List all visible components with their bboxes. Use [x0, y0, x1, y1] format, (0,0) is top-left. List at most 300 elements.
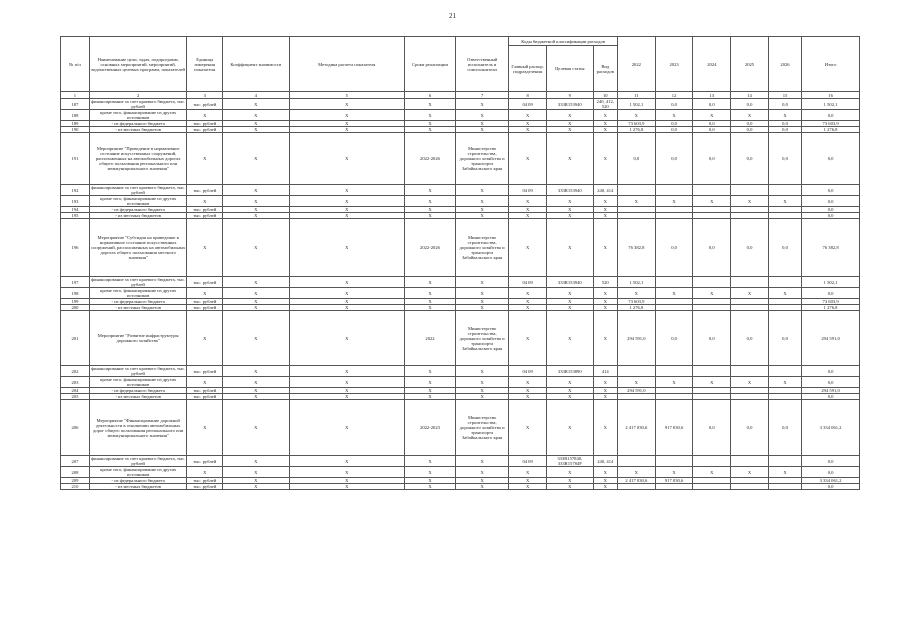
row-name: Мероприятие "Финансирование дорожной деятельности в отношении автомобильных дорог общего пользования регионального или межмуниципального значения": [89, 400, 187, 456]
row-expense-type: X: [593, 388, 617, 394]
row-term: X: [404, 110, 455, 121]
row-name: кроме того, финансирование из других источников: [89, 377, 187, 388]
row-responsible: X: [456, 478, 509, 484]
table-body: [61, 92, 860, 490]
row-number: 199: [61, 299, 90, 305]
header-name: Наименование цели, задач, подпрограмм, основных мероприятий, мероприятий, ведомственных целевых программ, показателей: [89, 37, 187, 92]
row-value-2023: X: [655, 110, 693, 121]
row-number: 196: [61, 219, 90, 277]
row-responsible: Министерство строительства, дорожного хозяйства и транспорта Забайкальского края: [456, 133, 509, 185]
row-term: 2022-2026: [404, 219, 455, 277]
row-term: X: [404, 478, 455, 484]
header-year-2025: 2025: [731, 37, 769, 92]
row-value-2023: 0,0: [655, 127, 693, 133]
table-row: [61, 99, 860, 110]
row-method: X: [289, 305, 404, 311]
column-index: 16: [802, 92, 860, 99]
row-number: 208: [61, 467, 90, 478]
row-responsible: X: [456, 377, 509, 388]
table-row: [61, 288, 860, 299]
row-target-article: X: [546, 288, 593, 299]
row-expense-type: X: [593, 219, 617, 277]
row-value-2022: [617, 456, 655, 467]
header-target-article: Целевая статья: [546, 46, 593, 92]
row-term: X: [404, 456, 455, 467]
row-term: X: [404, 213, 455, 219]
row-value-2025: X: [731, 196, 769, 207]
row-name: финансирование за счет краевого бюджета, тыс. рублей: [91, 366, 186, 376]
row-value-2024: X: [693, 196, 731, 207]
header-year-2026: 2026: [768, 37, 801, 92]
row-value-2024: 0,0: [693, 99, 731, 110]
row-coefficient: X: [222, 288, 289, 299]
page-number: 21: [449, 12, 456, 20]
row-name: - из местных бюджетов: [89, 213, 187, 219]
row-target-article: X: [546, 311, 593, 366]
row-value-2025: [731, 277, 769, 288]
row-number: 191: [61, 133, 90, 185]
row-name: финансирование за счет краевого бюджета, тыс. рублей: [91, 185, 186, 195]
row-value-2024: X: [693, 467, 731, 478]
row-value-2025: X: [731, 288, 769, 299]
header-unit: Единица измерения показателя: [187, 37, 223, 92]
row-term: X: [404, 299, 455, 305]
row-expense-type: X: [593, 305, 617, 311]
row-value-2024: [693, 484, 731, 490]
row-responsible: X: [456, 456, 509, 467]
row-unit: тыс. рублей: [187, 456, 223, 467]
row-value-2023: [655, 484, 693, 490]
row-grbs: X: [509, 484, 547, 490]
row-unit: тыс. рублей: [187, 388, 223, 394]
row-method: X: [289, 456, 404, 467]
row-expense-type: X: [593, 213, 617, 219]
row-method: X: [289, 484, 404, 490]
row-grbs: X: [509, 127, 547, 133]
row-grbs: X: [509, 121, 547, 127]
column-index: 14: [731, 92, 769, 99]
row-responsible: X: [456, 467, 509, 478]
row-responsible: Министерство строительства, дорожного хозяйства и транспорта Забайкальского края: [456, 219, 509, 277]
row-expense-type: X: [593, 467, 617, 478]
row-grbs: X: [509, 213, 547, 219]
row-grbs: X: [509, 207, 547, 213]
row-term: X: [404, 277, 455, 288]
row-grbs: X: [509, 388, 547, 394]
row-target-article: X: [546, 133, 593, 185]
row-value-2024: [693, 185, 731, 196]
row-coefficient: X: [222, 213, 289, 219]
row-grbs: X: [509, 400, 547, 456]
row-target-article: X: [546, 127, 593, 133]
row-responsible: X: [456, 299, 509, 305]
row-responsible: X: [456, 110, 509, 121]
row-coefficient: X: [222, 484, 289, 490]
row-coefficient: X: [222, 196, 289, 207]
row-value-2025: [731, 185, 769, 196]
row-value-2022: X: [617, 196, 655, 207]
row-method: X: [289, 185, 404, 196]
row-value-2023: [655, 185, 693, 196]
row-method: X: [289, 478, 404, 484]
row-grbs: 04 09: [509, 456, 547, 467]
column-index: 12: [655, 92, 693, 99]
row-expense-type: 520: [593, 277, 617, 288]
row-method: X: [289, 388, 404, 394]
row-unit: тыс. рублей: [187, 99, 223, 110]
row-method: X: [289, 288, 404, 299]
row-value-2023: X: [655, 288, 693, 299]
row-responsible: X: [456, 213, 509, 219]
row-target-article: X: [546, 478, 593, 484]
row-name: кроме того, финансирование из других источников: [89, 110, 187, 121]
table-row: [61, 456, 860, 467]
row-total: 0,0: [802, 377, 860, 388]
row-coefficient: X: [222, 388, 289, 394]
header-expense-type: Вид расходов: [593, 46, 617, 92]
column-index: 3: [187, 92, 223, 99]
row-number: 197: [61, 277, 90, 288]
row-name: кроме того, финансирование из других источников: [89, 196, 187, 207]
row-target-article: X: [546, 388, 593, 394]
row-value-2022: 1 502,1: [617, 99, 655, 110]
row-name: финансирование за счет краевого бюджета, тыс. рублей: [91, 277, 186, 287]
row-unit: тыс. рублей: [187, 366, 223, 377]
row-value-2022: 2 417 030,6: [617, 400, 655, 456]
row-value-2023: 0,0: [655, 311, 693, 366]
header-grbs: Главный распор. подразделения: [509, 46, 547, 92]
row-total: 3 334 061,2: [802, 478, 860, 484]
row-value-2026: X: [768, 196, 801, 207]
row-value-2022: 1 276,8: [617, 305, 655, 311]
row-expense-type: X: [593, 196, 617, 207]
row-value-2026: X: [768, 377, 801, 388]
row-method: X: [289, 207, 404, 213]
row-value-2022: 73 603,9: [617, 121, 655, 127]
row-name: - из местных бюджетов: [89, 394, 187, 400]
row-coefficient: X: [222, 277, 289, 288]
row-grbs: 04 09: [509, 185, 547, 196]
row-value-2025: 0,0: [731, 400, 769, 456]
row-responsible: X: [456, 99, 509, 110]
row-unit: X: [187, 311, 223, 366]
row-expense-type: X: [593, 311, 617, 366]
row-term: 2022-2026: [404, 133, 455, 185]
row-total: 1 276,8: [802, 127, 860, 133]
row-value-2024: X: [693, 377, 731, 388]
row-unit: X: [187, 110, 223, 121]
row-value-2022: X: [617, 288, 655, 299]
row-target-article: X: [546, 219, 593, 277]
row-value-2023: 917 030,6: [655, 478, 693, 484]
row-target-article: X: [546, 213, 593, 219]
row-term: X: [404, 388, 455, 394]
row-responsible: X: [456, 121, 509, 127]
row-method: X: [289, 133, 404, 185]
header-method: Методика расчета показателя: [289, 37, 404, 92]
row-responsible: X: [456, 366, 509, 377]
row-number: 205: [61, 394, 90, 400]
row-total: 0,0: [802, 185, 860, 196]
budget-table-sheet: [60, 36, 860, 490]
row-value-2022: X: [617, 467, 655, 478]
row-responsible: X: [456, 388, 509, 394]
table-row: [61, 185, 860, 196]
row-number: 194: [61, 207, 90, 213]
row-value-2024: [693, 456, 731, 467]
table-row: [61, 400, 860, 456]
row-expense-type: X: [593, 121, 617, 127]
row-responsible: X: [456, 277, 509, 288]
row-expense-type: X: [593, 207, 617, 213]
header-coef: Коэффициент значимости: [222, 37, 289, 92]
row-name: Мероприятие "Развитие инфраструктуры дорожного хозяйства": [89, 311, 187, 366]
row-responsible: X: [456, 185, 509, 196]
row-unit: X: [187, 288, 223, 299]
row-value-2022: 0,0: [617, 133, 655, 185]
row-value-2022: 76 382,8: [617, 219, 655, 277]
row-coefficient: X: [222, 185, 289, 196]
column-index: 11: [617, 92, 655, 99]
row-target-article: X: [546, 467, 593, 478]
row-term: X: [404, 467, 455, 478]
row-number: 203: [61, 377, 90, 388]
row-unit: тыс. рублей: [187, 127, 223, 133]
row-total: 73 603,9: [802, 121, 860, 127]
row-value-2022: 2 417 030,6: [617, 478, 655, 484]
column-index: 9: [546, 92, 593, 99]
row-name: Мероприятие "Проведение в нормативное состояние искусственных сооружений, расположенных на автомобильных дорогах общего пользования регионального или межмуниципального значения": [89, 133, 187, 185]
row-name: Мероприятие "Субсидия на приведение в нормативное состояние искусственных сооружений, расположенных на автомобильных дорогах общего пользования местного значения": [89, 219, 187, 277]
row-name: - из федерального бюджета: [89, 207, 187, 213]
row-value-2025: X: [731, 467, 769, 478]
column-index: 7: [456, 92, 509, 99]
row-number: 202: [61, 366, 90, 377]
row-responsible: X: [456, 484, 509, 490]
row-value-2023: 0,0: [655, 121, 693, 127]
row-responsible: Министерство строительства, дорожного хозяйства и транспорта Забайкальского края: [456, 311, 509, 366]
row-responsible: X: [456, 394, 509, 400]
row-term: X: [404, 394, 455, 400]
column-index: 6: [404, 92, 455, 99]
row-term: X: [404, 196, 455, 207]
row-value-2025: [731, 484, 769, 490]
row-expense-type: X: [593, 400, 617, 456]
row-total: 3 334 061,2: [802, 400, 860, 456]
header-total: Итого: [802, 37, 860, 92]
row-unit: тыс. рублей: [187, 484, 223, 490]
row-number: 193: [61, 196, 90, 207]
row-total: 1 502,1: [802, 99, 860, 110]
row-value-2026: X: [768, 467, 801, 478]
row-value-2024: 0,0: [693, 311, 731, 366]
row-coefficient: X: [222, 127, 289, 133]
row-value-2022: [617, 484, 655, 490]
row-responsible: X: [456, 305, 509, 311]
row-value-2023: 0,0: [655, 99, 693, 110]
row-coefficient: X: [222, 219, 289, 277]
row-method: X: [289, 127, 404, 133]
row-method: X: [289, 99, 404, 110]
row-total: 1 502,1: [802, 277, 860, 288]
row-value-2026: 0,0: [768, 400, 801, 456]
column-index: 8: [509, 92, 547, 99]
row-target-article: X: [546, 196, 593, 207]
row-number: 195: [61, 213, 90, 219]
row-unit: X: [187, 400, 223, 456]
row-target-article: X: [546, 377, 593, 388]
row-term: X: [404, 366, 455, 377]
row-total: 0,0: [802, 213, 860, 219]
table-row: [61, 377, 860, 388]
row-target-article: X: [546, 121, 593, 127]
row-term: X: [404, 288, 455, 299]
row-total: 0,0: [802, 110, 860, 121]
row-unit: тыс. рублей: [187, 213, 223, 219]
row-term: X: [404, 127, 455, 133]
table-row: [61, 467, 860, 478]
column-index: 10: [593, 92, 617, 99]
row-coefficient: X: [222, 299, 289, 305]
row-coefficient: X: [222, 133, 289, 185]
row-unit: тыс. рублей: [187, 185, 223, 196]
row-total: 0,0: [802, 456, 860, 467]
row-value-2025: 0,0: [731, 311, 769, 366]
row-method: X: [289, 394, 404, 400]
row-grbs: X: [509, 467, 547, 478]
row-grbs: X: [509, 219, 547, 277]
row-target-article: 333R153940: [546, 99, 593, 110]
row-term: X: [404, 484, 455, 490]
row-target-article: 333R153940: [546, 277, 593, 288]
row-total: 76 382,8: [802, 219, 860, 277]
row-responsible: X: [456, 196, 509, 207]
row-number: 204: [61, 388, 90, 394]
row-grbs: X: [509, 478, 547, 484]
row-grbs: X: [509, 377, 547, 388]
header-responsible: Ответственный исполнитель и соисполнители: [456, 37, 509, 92]
row-number: 198: [61, 288, 90, 299]
header-year-2024: 2024: [693, 37, 731, 92]
row-value-2024: [693, 366, 731, 377]
row-number: 207: [61, 456, 90, 467]
row-coefficient: X: [222, 311, 289, 366]
row-value-2026: 0,0: [768, 311, 801, 366]
table-row: [61, 484, 860, 490]
row-grbs: X: [509, 305, 547, 311]
row-grbs: 04 09: [509, 99, 547, 110]
row-unit: X: [187, 133, 223, 185]
row-term: X: [404, 185, 455, 196]
row-name: - из федерального бюджета: [89, 121, 187, 127]
row-coefficient: X: [222, 110, 289, 121]
row-grbs: 04 09: [509, 277, 547, 288]
row-expense-type: 240, 414: [593, 185, 617, 196]
row-total: 73 603,9: [802, 299, 860, 305]
row-value-2022: [617, 185, 655, 196]
row-unit: тыс. рублей: [187, 121, 223, 127]
column-index: 1: [61, 92, 90, 99]
row-total: 294 591,0: [802, 311, 860, 366]
header-year-2023: 2023: [655, 37, 693, 92]
row-value-2022: [617, 366, 655, 377]
row-value-2024: X: [693, 110, 731, 121]
row-target-article: X: [546, 400, 593, 456]
header-term: Сроки реализации: [404, 37, 455, 92]
row-value-2023: X: [655, 467, 693, 478]
row-term: 2022: [404, 311, 455, 366]
row-value-2022: 1 502,1: [617, 277, 655, 288]
row-grbs: X: [509, 288, 547, 299]
row-value-2022: 294 591,0: [617, 388, 655, 394]
row-value-2026: 0,0: [768, 133, 801, 185]
row-coefficient: X: [222, 478, 289, 484]
row-total: 0,0: [802, 133, 860, 185]
row-name: - из федерального бюджета: [89, 478, 187, 484]
row-expense-type: X: [593, 133, 617, 185]
row-method: X: [289, 377, 404, 388]
row-coefficient: X: [222, 305, 289, 311]
row-total: 0,0: [802, 467, 860, 478]
row-value-2025: X: [731, 110, 769, 121]
header-year-2022: 2022: [617, 37, 655, 92]
row-unit: тыс. рублей: [187, 207, 223, 213]
row-grbs: X: [509, 394, 547, 400]
header-budget-codes: Коды бюджетной классификации расходов: [509, 37, 618, 46]
row-value-2026: X: [768, 110, 801, 121]
row-unit: тыс. рублей: [187, 305, 223, 311]
table-row: [61, 110, 860, 121]
row-value-2026: 0,0: [768, 99, 801, 110]
row-value-2023: 0,0: [655, 133, 693, 185]
row-expense-type: X: [593, 394, 617, 400]
row-value-2023: 917 030,6: [655, 400, 693, 456]
row-value-2025: 0,0: [731, 127, 769, 133]
row-coefficient: X: [222, 366, 289, 377]
row-value-2023: [655, 366, 693, 377]
row-value-2023: X: [655, 196, 693, 207]
row-grbs: X: [509, 311, 547, 366]
row-term: X: [404, 377, 455, 388]
budget-table: [60, 36, 860, 490]
row-name: - из федерального бюджета: [89, 299, 187, 305]
row-expense-type: X: [593, 288, 617, 299]
row-unit: X: [187, 219, 223, 277]
row-method: X: [289, 213, 404, 219]
row-value-2026: [768, 277, 801, 288]
row-responsible: Министерство строительства, дорожного хозяйства и транспорта Забайкальского края: [456, 400, 509, 456]
row-target-article: X: [546, 299, 593, 305]
row-expense-type: 240, 412, 520: [593, 99, 617, 110]
header-no: № п/п: [61, 37, 90, 92]
row-method: X: [289, 366, 404, 377]
row-grbs: X: [509, 110, 547, 121]
row-name: кроме того, финансирование из других источников: [89, 288, 187, 299]
row-total: 294 591,0: [802, 388, 860, 394]
row-unit: X: [187, 196, 223, 207]
row-name: - из местных бюджетов: [89, 484, 187, 490]
row-value-2024: 0,0: [693, 400, 731, 456]
row-expense-type: X: [593, 377, 617, 388]
row-value-2023: [655, 277, 693, 288]
row-value-2026: [768, 456, 801, 467]
column-index-row: [61, 92, 860, 99]
row-unit: тыс. рублей: [187, 394, 223, 400]
row-term: X: [404, 121, 455, 127]
row-total: 0,0: [802, 484, 860, 490]
row-coefficient: X: [222, 400, 289, 456]
table-row: [61, 277, 860, 288]
